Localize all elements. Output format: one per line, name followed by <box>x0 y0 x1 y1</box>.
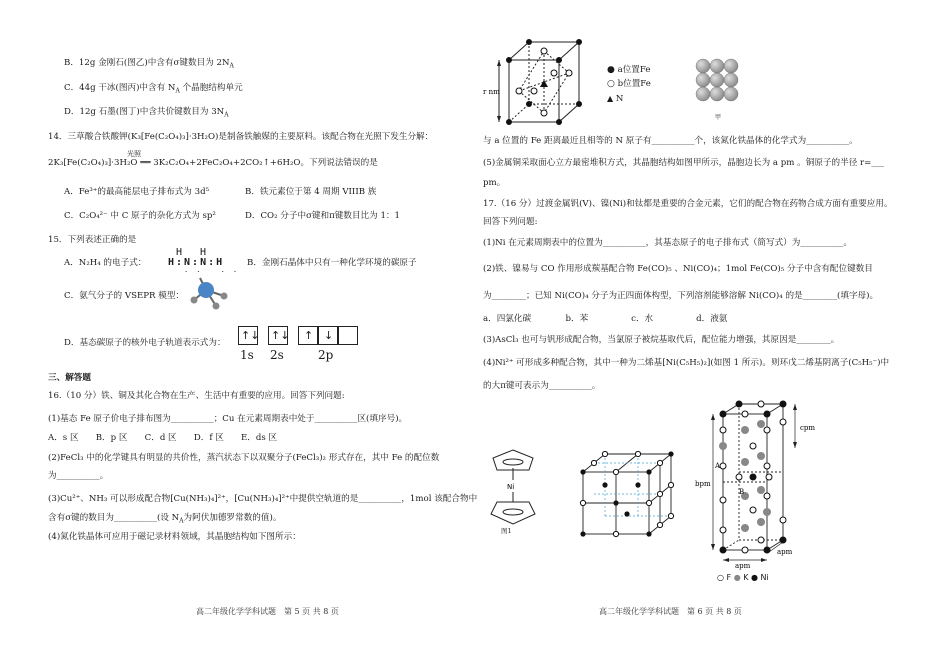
cubic-lattice-image <box>579 448 679 540</box>
q17-part4: (4)Ni²⁺ 可形成多种配合物，其中一种为二烯基[Ni(C₅H₅)₂](如图 1 所示)。则环戊二烯基阴离子(C₅H₅⁻)中 <box>483 358 890 368</box>
q16-part4-question: 与 a 位置的 Fe 距离最近且相等的 N 原子有__________个，该氮化铁晶体的化学式为__________。 <box>483 136 858 146</box>
right-footer: 高二年级化学学科试题 第 6 页 共 8 页 <box>599 607 742 616</box>
orbital-box-1s: ↑↓ <box>238 326 258 345</box>
vsepr-model-image <box>186 276 236 310</box>
option-b-15: B．金刚石晶体中只有一种化学环境的碳原子 <box>247 258 417 268</box>
q17-part3: (3)AsCl₃ 也可与钒形成配合物，当氯原子被烷基取代后，配位能力增强，其原因是________。 <box>483 335 840 345</box>
question-17: 17.（16 分）过渡金属钒(V)、镍(Ni)和钛都是重要的合金元素，它们的配合物在药物合成方面有重要应用。 <box>483 199 893 209</box>
q16-part3: (3)Cu²⁺、NH₃ 可以形成配合物[Cu(NH₃)₄]²⁺，[Cu(NH₃)₄]²⁺中提供空轨道的是__________，1mol 该配合物中 <box>48 494 478 504</box>
q17-part4-cont: 的大π键可表示为__________。 <box>483 381 601 391</box>
section-heading: 三、解答题 <box>48 373 91 383</box>
q17-part2-cont: 为________；已知 Ni(CO)₄ 分子为正四面体构型，下列溶剂能够溶解 Ni(CO)₄ 的是________(填字母)。 <box>483 291 879 301</box>
question-14: 14．三草酸合铁酸钾(K₃[Fe(C₂O₄)₃]·3H₂O)是制备铁触媒的主要原料。该配合物在光照下发生分解： <box>48 132 434 142</box>
point-a-label: A <box>715 462 721 470</box>
q16-part4: (4)氮化铁晶体可应用于磁记录材料领域，其晶胞结构如下图所示： <box>48 532 301 542</box>
q17-intro: 回答下列问题: <box>483 217 538 227</box>
option-d-13: D．12g 石墨(图丁)中含共价键数目为 $3N_A$ <box>64 107 229 119</box>
option-c-15: C．氨气分子的 VSEPR 模型： <box>64 291 185 301</box>
question-15: 15．下列表述正确的是 <box>48 235 137 245</box>
q16-part1-options: A．s 区 B．p 区 C．d 区 D．f 区 E．ds 区 <box>48 433 278 443</box>
option-a-14: A．Fe³⁺的最高能层电子排布式为 3d⁵ <box>64 187 210 197</box>
q16-part3-cont: 含有σ键的数目为__________(设 $N_A$为阿伏加德罗常数的值)。 <box>48 513 282 525</box>
legend-a-fe: a位置Fe <box>617 65 651 75</box>
tall-unit-cell-image <box>695 400 816 578</box>
question-16: 16.（10 分）铁、铜及其化合物在生产、生活中有重要的应用。回答下列问题: <box>48 391 345 401</box>
orbital-box-2p-2: ↓ <box>318 326 338 345</box>
right-page: r nm ● a位置Fe ○ b位置Fe ▲ N 甲 与 a 位置的 Fe 距离最近且相等的 N 原子有__________个，该氮化铁晶体的化学式为__________。 (5)金属铜采取面心立方最密堆积方式，其晶胞结构如图甲所示，晶胞边长为 a pm 。铜原子的半径 r=___ pm。 17.（16 分）过渡金属钒(V)、镍(Ni)和钛都是重要的合金元素，它们的配合物在药物合成方面有重要应用。 回答下列问题: (1)Ni 在元素周期表中的位置为__________，其基态原子的电子排布式（简写式）为__________。 (2)铁、镍易与 CO 作用形成羰基配合物 Fe(CO)₅ 、Ni(CO)₄；1mol Fe(CO)₅ 分子中含有配位键数目 为________；已知 Ni(CO)₄ 分子为正四面体构型，下列溶剂能够溶解 Ni(CO)₄ 的是________(填字母)。 a．四氯化碳 b．苯 c．水 d．液氨 (3)AsCl₃ 也可与钒形成配合物，当氯原子被烷基取代后，配位能力增强，其原因是________。 (4)Ni²⁺ 可形成多种配合物，其中一种为二烯基[Ni(C₅H₅)₂](如图 1 所示)。则环戊二烯基阴离子(C₅H₅⁻)中 的大π键可表示为__________。 Ni 图1 cpm bpm apm apm A B ○ F ● K ● Ni 高二年级化学学科试题 第 6 页 共 8 页 <box>475 0 950 658</box>
orbital-box-2s: ↑↓ <box>268 326 288 345</box>
atom-legend: ○ F ● K ● Ni <box>717 573 769 582</box>
orbital-label-1s: 1s <box>240 348 254 362</box>
option-c-14: C．C₂O₄²⁻ 中 C 原子的杂化方式为 sp² <box>64 211 216 221</box>
orbital-label-2s: 2s <box>270 348 284 362</box>
option-b-13: B．12g 金刚石(图乙)中含有σ键数目为 $2N_A$ <box>64 58 234 70</box>
q16-part2: (2)FeCl₃ 中的化学键具有明显的共价性，蒸汽状态下以双聚分子(FeCl₃)₂ 形式存在，其中 Fe 的配位数 <box>48 453 440 463</box>
nickelocene-image <box>483 446 543 536</box>
fig-jia-label: 甲 <box>715 114 722 121</box>
q16-part5-cont: pm。 <box>483 178 506 188</box>
option-a-15: A．N₂H₄ 的电子式： <box>64 258 147 268</box>
option-b-14: B．铁元素位于第 4 周期 VIIIB 族 <box>245 187 377 197</box>
dim-a: apm <box>735 562 751 570</box>
q16-part1: (1)基态 Fe 原子价电子排布图为__________；Cu 在元素周期表中处于__________区(填序号)。 <box>48 414 408 424</box>
option-d-15: D．基态碳原子的核外电子轨道表示式为： <box>64 338 226 348</box>
copper-packing-image <box>693 58 743 110</box>
left-footer: 高二年级化学学科试题 第 5 页 共 8 页 <box>196 607 339 616</box>
orbital-box-2p-3 <box>338 326 358 345</box>
q16-part5: (5)金属铜采取面心立方最密堆积方式，其晶胞结构如图甲所示，晶胞边长为 a pm 。铜原子的半径 r=___ <box>483 158 885 168</box>
q16-part2-cont: 为__________。 <box>48 471 109 481</box>
option-c-13: C．44g 干冰(图丙)中含有 $N_A$ 个晶胞结构单元 <box>64 83 243 95</box>
orbital-label-2p: 2p <box>318 348 334 362</box>
fig1-label: 图1 <box>501 527 512 535</box>
ni-label: Ni <box>507 483 515 491</box>
n2h4-electron-formula: HH H:N:N:H ·· ·· <box>168 247 246 276</box>
q17-part2: (2)铁、镍易与 CO 作用形成羰基配合物 Fe(CO)₅ 、Ni(CO)₄；1mol Fe(CO)₅ 分子中含有配位键数目 <box>483 264 873 274</box>
iron-nitride-cell-image <box>483 30 609 130</box>
dim-a2: apm <box>777 548 793 556</box>
q17-part1: (1)Ni 在元素周期表中的位置为__________，其基态原子的电子排布式（简写式）为__________。 <box>483 238 852 248</box>
dim-c: cpm <box>800 424 816 432</box>
orbital-box-2p-1: ↑ <box>298 326 318 345</box>
r-nm-label: r nm <box>483 88 500 96</box>
legend-n: N <box>615 94 624 104</box>
dim-b: bpm <box>695 480 711 488</box>
reaction-equation: 2K₃[Fe(C₂O₄)₃]·3H₂O ══ 3K₂C₂O₄+2FeC₂O₄+2CO₂↑+6H₂O。下列说法错误的是 <box>48 158 378 168</box>
legend-b-fe: b位置Fe <box>617 79 651 89</box>
option-d-14: D．CO₂ 分子中σ键和π键数目比为 1：1 <box>245 211 400 221</box>
point-b-label: B <box>739 488 745 496</box>
reaction-condition: 光照 <box>127 150 141 158</box>
q17-part2-options: a．四氯化碳 b．苯 c．水 d．液氨 <box>483 314 728 324</box>
